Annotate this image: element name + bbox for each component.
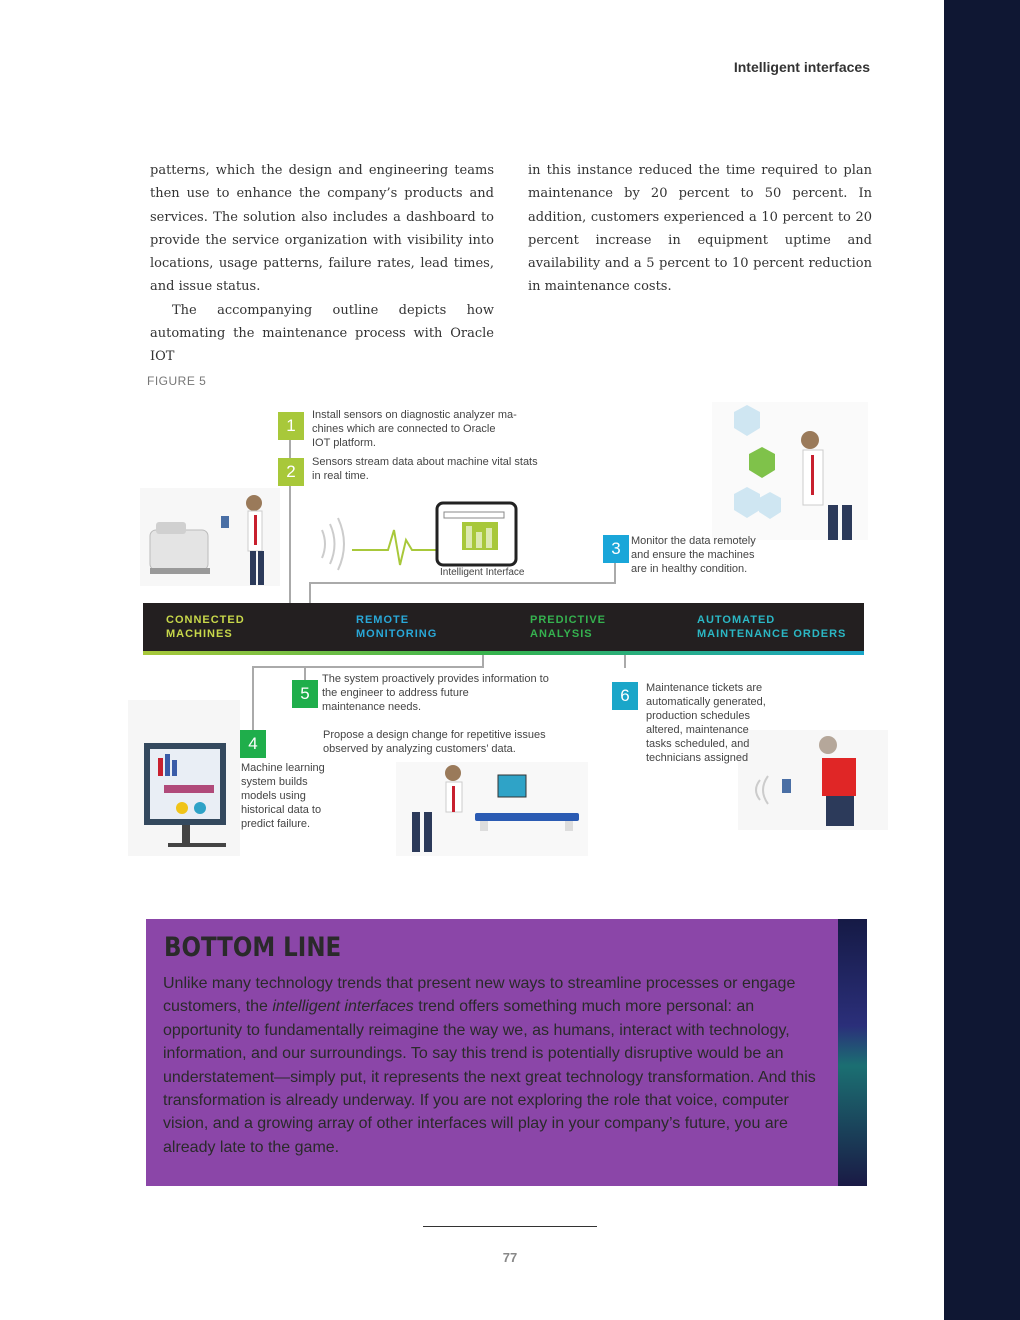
stage-label-remote-monitoring [356,613,437,641]
stage-label-line: MACHINES [166,628,233,640]
stage-label-line: ANALYSIS [530,628,593,640]
step-1-text: Install sensors on diagnostic analyzer ma- chines which are connected to Oracle IOT platform. [312,409,517,449]
stage-label-line: REMOTE [356,614,410,626]
bottom-line-text: trend offers something much more personal: an opportunity to fundamentally reimagine the way we, as humans, interact with technology, information, and our surroundings. To say this trend is potentially disruptive would be an understatement—simply put, it represents the next great technology transformation. And this transformation is already underway. If you are not exploring the role that voice, computer vision, and a growing array of other interfaces will play in your company’s future, you are already late to the game. [163,998,816,1156]
step-number-badge: 5 [292,680,318,708]
step-3-text: Monitor the data remotely and ensure the machines are in healthy condition. [631,535,756,575]
stage-label-line: PREDICTIVE [530,614,607,626]
step-5-extra-text: Propose a design change for repetitive issues observed by analyzing customers’ data. [323,729,546,755]
running-head: Intelligent interfaces [733,59,870,75]
stage-label-line: CONNECTED [166,614,245,626]
paragraph: patterns, which the design and engineering teams then use to enhance the company’s products and services. The solution also includes a dashboard to provide the service organization with visibility into locations, usage patterns, failure rates, lead times, and issue status. [150,163,494,295]
body-right-column [528,159,872,299]
engineer-illustration [396,762,588,856]
paragraph: The accompanying outline depicts how automating the maintenance process with Oracle IOT [150,302,494,365]
bottom-line-emphasis: intelligent interfaces [272,998,414,1016]
stage-label-line: AUTOMATED [697,614,776,626]
intelligent-interface-caption: Intelligent Interface [440,567,525,578]
step-number-badge: 1 [278,412,304,440]
page-number: 77 [502,1250,518,1265]
step-2-text: Sensors stream data about machine vital stats in real time. [312,456,538,482]
process-stage-stripe [143,651,864,655]
body-left-column [150,159,494,369]
analyzer-machine-illustration [140,488,280,586]
bottom-line-text: Unlike many technology trends that present new ways to streamline processes or engage customers, the [163,975,796,1016]
step-number-badge: 4 [240,730,266,758]
step-6-text: Maintenance tickets are automatically generated, production schedules altered, maintenance tasks scheduled, and technicians assigned [646,682,766,764]
sensor-signal-illustration [322,503,516,570]
paragraph: in this instance reduced the time required to plan maintenance by 20 percent to 50 percent. In addition, customers experienced a 10 percent to 20 percent increase in equipment uptime and availability and a 5 percent to 10 percent reduction in maintenance costs. [528,163,872,295]
ml-monitor-illustration [128,700,240,856]
stage-label-connected-machines [166,613,245,641]
footer-rule [423,1226,597,1227]
bottom-line-body [163,972,825,1159]
stage-label-line: MONITORING [356,628,438,640]
step-number-badge: 6 [612,682,638,710]
bottom-line-title: BOTTOM LINE [164,932,342,963]
bottom-line-image-edge [838,919,867,1186]
step-5-text: The system proactively provides information to the engineer to address future maintenance needs. [322,673,549,713]
step-number-badge: 2 [278,458,304,486]
figure-label: FIGURE 5 [147,374,207,388]
navy-sidebar [944,0,1020,1320]
step-4-text: Machine learning system builds models using historical data to predict failure. [241,762,325,830]
step-number-badge: 3 [603,535,629,563]
stage-label-predictive-analysis [530,613,606,641]
stage-label-automated-maintenance-orders [697,613,846,641]
remote-monitoring-illustration [712,402,868,540]
stage-label-line: MAINTENANCE ORDERS [697,628,847,640]
